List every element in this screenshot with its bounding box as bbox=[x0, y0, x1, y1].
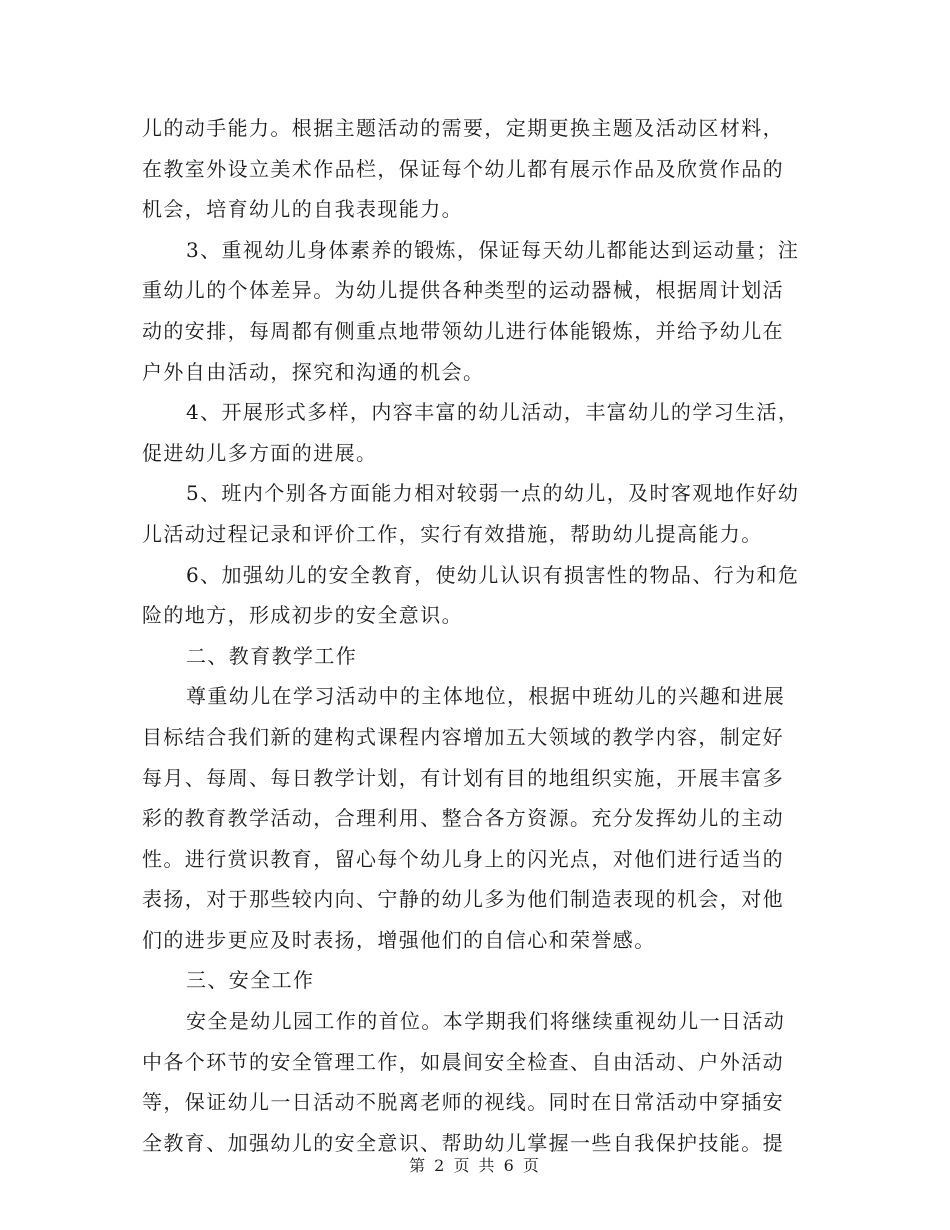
text-line: 等，保证幼儿一日活动不脱离老师的视线。同时在日常活动中穿插安 bbox=[142, 1090, 784, 1115]
text-line: 儿活动过程记录和评价工作，实行有效措施，帮助幼儿提高能力。 bbox=[142, 521, 763, 546]
text-line: 全教育、加强幼儿的安全意识、帮助幼儿掌握一些自我保护技能。提 bbox=[142, 1130, 784, 1155]
text-line: 性。进行赏识教育，留心每个幼儿身上的闪光点，对他们进行适当的 bbox=[142, 846, 784, 871]
text-line: 们的进步更应及时表扬，增强他们的自信心和荣誉感。 bbox=[142, 927, 656, 952]
text-line: 3、重视幼儿身体素养的锻炼，保证每天幼儿都能达到运动量；注 bbox=[186, 237, 800, 262]
text-line: 二、教育教学工作 bbox=[186, 643, 358, 668]
text-line: 目标结合我们新的建构式课程内容增加五大领域的教学内容，制定好 bbox=[142, 724, 784, 749]
text-line: 险的地方，形成初步的安全意识。 bbox=[142, 603, 463, 628]
text-line: 4、开展形式多样，内容丰富的幼儿活动，丰富幼儿的学习生活， bbox=[186, 400, 800, 425]
page-number-footer: 第 2 页 共 6 页 bbox=[409, 1156, 541, 1175]
text-line: 机会，培育幼儿的自我表现能力。 bbox=[142, 197, 463, 222]
text-line: 每月、每周、每日教学计划，有计划有目的地组织实施，开展丰富多 bbox=[142, 765, 784, 790]
text-line: 彩的教育教学活动，合理利用、整合各方资源。充分发挥幼儿的主动 bbox=[142, 806, 784, 831]
text-line: 中各个环节的安全管理工作，如晨间安全检查、自由活动、户外活动 bbox=[142, 1049, 784, 1074]
text-line: 儿的动手能力。根据主题活动的需要，定期更换主题及活动区材料， bbox=[142, 116, 784, 140]
text-line: 动的安排，每周都有侧重点地带领幼儿进行体能锻炼，并给予幼儿在 bbox=[142, 318, 784, 343]
text-line: 户外自由活动，探究和沟通的机会。 bbox=[142, 359, 485, 384]
text-line: 6、加强幼儿的安全教育，使幼儿认识有损害性的物品、行为和危 bbox=[186, 562, 800, 587]
text-line: 5、班内个别各方面能力相对较弱一点的幼儿，及时客观地作好幼 bbox=[186, 481, 800, 506]
text-line: 尊重幼儿在学习活动中的主体地位，根据中班幼儿的兴趣和进展 bbox=[186, 684, 786, 709]
text-line: 促进幼儿多方面的进展。 bbox=[142, 440, 378, 465]
body-text bbox=[142, 108, 810, 1163]
text-line: 在教室外设立美术作品栏，保证每个幼儿都有展示作品及欣赏作品的 bbox=[142, 156, 784, 181]
text-line: 安全是幼儿园工作的首位。本学期我们将继续重视幼儿一日活动 bbox=[186, 1009, 786, 1034]
text-line: 表扬，对于那些较内向、宁静的幼儿多为他们制造表现的机会，对他 bbox=[142, 887, 784, 912]
text-line: 三、安全工作 bbox=[186, 968, 315, 993]
text-line: 重幼儿的个体差异。为幼儿提供各种类型的运动器械，根据周计划活 bbox=[142, 278, 784, 303]
